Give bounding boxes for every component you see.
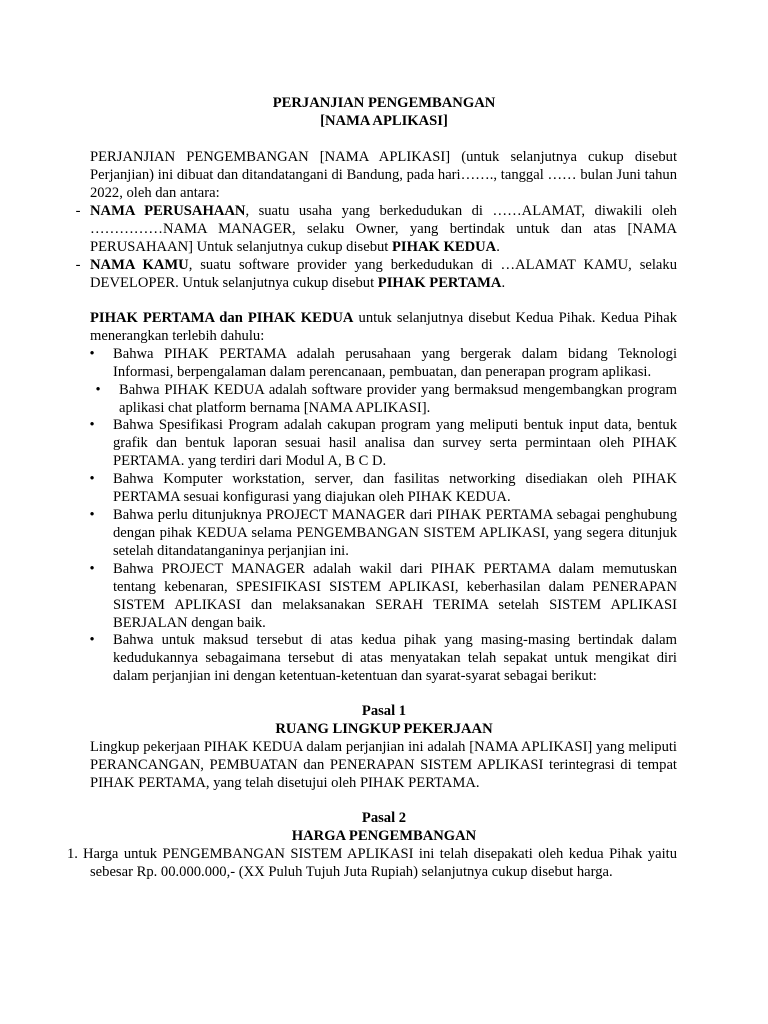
bullet-marker: • (89, 471, 95, 487)
list-item: Bahwa PIHAK PERTAMA adalah perusahaan yang bergerak dalam bidang Teknologi Informasi, berpengalaman dalam perencanaan, pembuatan, dan penerapan program aplikasi. (113, 346, 677, 380)
list-item: Bahwa PIHAK KEDUA adalah software provider yang bermaksud mengembangkan program aplikasi chat platform bernama [NAMA APLIKASI]. (119, 382, 677, 416)
bullet-marker: • (89, 561, 95, 577)
bullet-marker: • (89, 417, 95, 433)
bullet-marker: • (89, 346, 95, 362)
bullet-marker: • (89, 507, 95, 523)
list-item: Bahwa untuk maksud tersebut di atas kedua pihak yang masing-masing bertindak dalam kedudukannya sebagaimana tersebut di atas menyatakan telah sepakat untuk mengikat diri dalam perjanjian ini dengan ketentuan-ketentuan dan syarat-syarat sebagai berikut: (113, 632, 677, 684)
bullet-marker: • (89, 632, 95, 648)
parties-paragraph: PIHAK PERTAMA dan PIHAK KEDUA untuk selanjutnya disebut Kedua Pihak. Kedua Pihak menerangkan terlebih dahulu: (90, 310, 677, 344)
parties-label: PIHAK PERTAMA dan PIHAK KEDUA (90, 310, 354, 326)
party-description: , suatu usaha yang berkedudukan di ……ALAMAT, diwakili oleh ……………NAMA MANAGER, selaku Owner, yang bertindak untuk dan atas [NAMA PERUSAHAAN] Untuk selanjutnya cukup disebut (90, 203, 677, 255)
pasal-1-label: Pasal 1 (361, 703, 407, 719)
party-name: NAMA PERUSAHAAN (90, 203, 246, 219)
party-name: NAMA KAMU (90, 257, 189, 273)
dash-marker: - (75, 257, 81, 273)
party-role: PIHAK PERTAMA (377, 275, 502, 291)
party-item-developer: NAMA KAMU, suatu software provider yang berkedudukan di …ALAMAT KAMU, selaku DEVELOPER. Untuk selanjutnya cukup disebut PIHAK PERTAMA. (90, 257, 677, 291)
list-item: Bahwa perlu ditunjuknya PROJECT MANAGER dari PIHAK PERTAMA sebagai penghubung dengan pihak KEDUA selama PENGEMBANGAN SISTEM APLIKASI, yang segera ditunjuk setelah ditandatanganinya perjanjian ini. (113, 507, 677, 559)
list-number: 1. (67, 846, 78, 862)
document-title: PERJANJIAN PENGEMBANGAN (272, 95, 496, 111)
list-item: Bahwa PROJECT MANAGER adalah wakil dari PIHAK PERTAMA dalam memutuskan tentang kebenaran, SPESIFIKASI SISTEM APLIKASI, keberhasilan dalam PENERAPAN SISTEM APLIKASI dan melaksanakan SERAH TERIMA setelah SISTEM APLIKASI BERJALAN dengan baik. (113, 561, 677, 631)
list-item: Bahwa Komputer workstation, server, dan fasilitas networking disediakan oleh PIHAK PERTAMA sesuai konfigurasi yang diajukan oleh PIHAK KEDUA. (113, 471, 677, 505)
pasal-1-heading: RUANG LINGKUP PEKERJAAN (275, 721, 493, 737)
pasal-1-text: Lingkup pekerjaan PIHAK KEDUA dalam perjanjian ini adalah [NAMA APLIKASI] yang meliputi PERANCANGAN, PEMBUATAN dan PENERAPAN SISTEM APLIKASI terintegrasi di tempat PIHAK PERTAMA, yang telah disetujui oleh PIHAK PERTAMA. (90, 739, 677, 791)
list-item: Bahwa Spesifikasi Program adalah cakupan program yang meliputi bentuk input data, bentuk grafik dan bentuk laporan sesuai hasil analisa dan survey serta permintaan oleh PIHAK PERTAMA. yang terdiri dari Modul A, B C D. (113, 417, 677, 469)
pasal-2-label: Pasal 2 (361, 810, 407, 826)
party-description: , suatu software provider yang berkedudukan di …ALAMAT KAMU, selaku DEVELOPER. Untuk selanjutnya cukup disebut (90, 257, 677, 291)
dash-marker: - (75, 203, 81, 219)
bullet-marker: • (95, 382, 101, 398)
document-subtitle: [NAMA APLIKASI] (320, 113, 448, 129)
party-item-company: NAMA PERUSAHAAN, suatu usaha yang berkedudukan di ……ALAMAT, diwakili oleh ……………NAMA MANAGER, selaku Owner, yang bertindak untuk dan atas [NAMA PERUSAHAAN] Untuk selanjutnya cukup disebut PIHAK KEDUA. (90, 203, 677, 255)
party-role: PIHAK KEDUA (392, 239, 497, 255)
intro-paragraph: PERJANJIAN PENGEMBANGAN [NAMA APLIKASI] (untuk selanjutnya cukup disebut Perjanjian) ini dibuat dan ditandatangani di Bandung, pada hari……., tanggal …… bulan Juni tahun 2022, oleh dan antara: (90, 149, 677, 201)
pasal-2-heading: HARGA PENGEMBANGAN (291, 828, 477, 844)
pasal-2-item: Harga untuk PENGEMBANGAN SISTEM APLIKASI ini telah disepakati oleh kedua Pihak yaitu sebesar Rp. 00.000.000,- (XX Puluh Tujuh Juta Rupiah) selanjutnya cukup disebut harga. (83, 846, 677, 880)
